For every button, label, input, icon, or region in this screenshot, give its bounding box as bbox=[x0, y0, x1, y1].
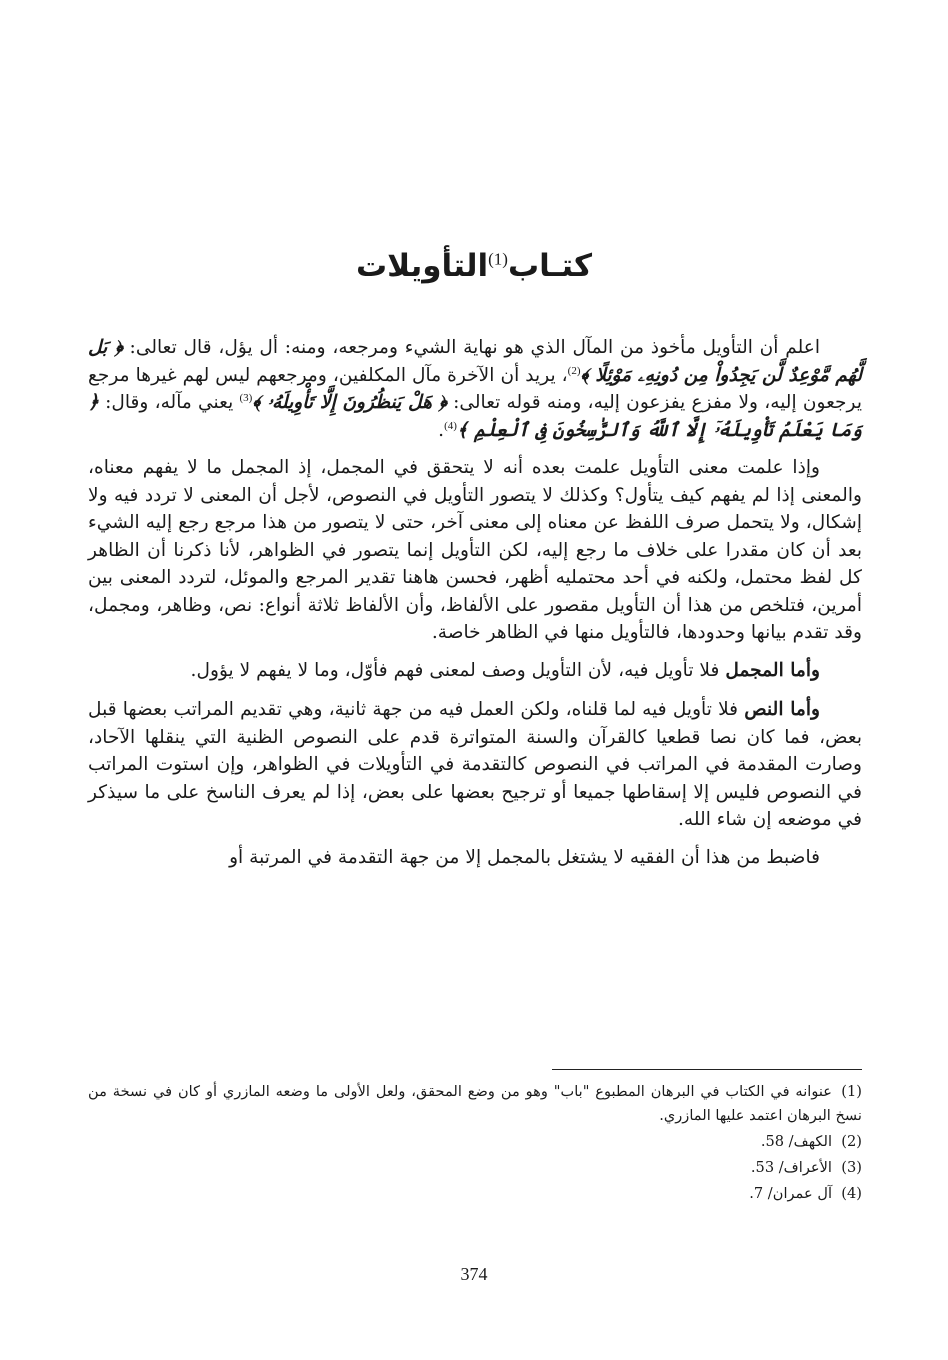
paragraph-1-text-a: اعلم أن التأويل مأخوذ من المآل الذي هو نهاية الشيء ومرجعه، ومنه: أل يؤل، قال تعالى: bbox=[122, 337, 820, 358]
footnote-separator bbox=[552, 1069, 862, 1070]
footnotes bbox=[88, 1080, 862, 1208]
footnote-text: الأعراف/ 53. bbox=[750, 1159, 832, 1176]
footnote-number: (1) bbox=[841, 1083, 862, 1100]
quran-verse-2: ﴿ هَلْ يَنظُرُونَ إِلَّا تَأْوِيلَهُۥ ﴾ bbox=[252, 392, 447, 413]
chapter-title-word: كتـاب bbox=[507, 248, 593, 284]
page-number: 374 bbox=[460, 1264, 488, 1284]
paragraph-4-lead: وأما النص bbox=[744, 699, 821, 720]
footnote-text: عنوانه في الكتاب في البرهان المطبوع "باب" وهو من وضع المحقق، ولعل الأولى ما وضعه المازري أو كان في نسخة من نسخ البرهان اعتمد عليها المازري. bbox=[88, 1083, 862, 1124]
chapter-title bbox=[0, 248, 948, 284]
main-text bbox=[88, 334, 862, 881]
paragraph-1 bbox=[88, 334, 862, 444]
paragraph-5: فاضبط من هذا أن الفقيه لا يشتغل بالمجمل إلا من جهة التقدمة في المرتبة أو bbox=[229, 846, 820, 868]
paragraph-1-text-c: يعني مآله، وقال: bbox=[98, 392, 240, 413]
quran-verse-1: ﴿ بَل لَّهُم مَّوْعِدٌ لَّن يَجِدُواْ مِن دُونِهِۦ مَوْئِلًا ﴾ bbox=[88, 337, 863, 386]
footnote-text: الكهف/ 58. bbox=[760, 1133, 832, 1150]
chapter-title-footnote-marker[interactable]: (1) bbox=[488, 249, 508, 269]
footnote-text: آل عمران/ 7. bbox=[749, 1185, 832, 1202]
quran-verse-3: ﴿ وَمَا يَعْلَمُ تَأْوِيلَهُۥٓ إِلَّا ٱللَّهُ وَٱلرَّٰسِخُونَ فِى ٱلْعِلْمِ ﴾ bbox=[88, 392, 862, 441]
paragraph-3-lead: وأما المجمل bbox=[725, 659, 820, 681]
footnote-4 bbox=[88, 1182, 862, 1206]
paragraph-4-text: فلا تأويل فيه لما قلناه، ولكن العمل فيه من جهة ثانية، وهي تقديم المراتب بعضها قبل بعض، فما كان نصا قطعيا كالقرآن والسنة المتواترة قدم على النصوص الظنية التي ينقلها الآحاد، وصارت المقدمة في المراتب في النصوص كالتقدمة في التأويلات في الظواهر، وإن استوت المراتب في النصوص فليس إلا إسقاطها جميعا أو ترجيح بعضها على بعض، إذا لم يعرف الناسخ على ما سيذكر في موضعه إن شاء الله. bbox=[88, 699, 862, 830]
footnote-marker-4[interactable]: (4) bbox=[444, 419, 457, 432]
paragraph-3-text: فلا تأويل فيه، لأن التأويل وصف لمعنى فهم فأوّل، وما لا يفهم لا يؤول. bbox=[190, 659, 726, 681]
paragraph-1-text-b: ، يريد أن الآخرة مآل المكلفين، ومرجعهم ليس لهم غيرها مرجع يرجعون إليه، ولا مفزع يفزعون إليه، ومنه قوله تعالى: bbox=[88, 364, 862, 413]
footnote-number: (4) bbox=[841, 1185, 862, 1202]
footnote-number: (3) bbox=[841, 1159, 862, 1176]
paragraph-3 bbox=[88, 657, 862, 685]
chapter-title-name: التأويلات bbox=[355, 248, 489, 284]
paragraph-2: وإذا علمت معنى التأويل علمت بعده أنه لا يتحقق في المجمل، إذ المجمل ما لا يفهم معناه، والمعنى إذا لم يفهم كيف يتأول؟ وكذلك لا يتصور التأويل في النصوص، لأجل أن المعنى لا تردد فيه ولا إشكال، ولا يتحمل صرف اللفظ عن معناه إلى معنى آخر، حتى لا يتصور من هذا مرجع رجع إليه الشيء بعد أن كان مقدرا على خلاف ما رجع إليه، لكن التأويل إنما يتصور في الظواهر، لأنا ذكرنا أن الظاهر كل لفظ محتمل، ولكنه في أحد محتمليه أظهر، فحسن هاهنا تقدير المرجع والموئل، لتردد المعنى بين أمرين، فتلخص من هذا أن التأويل مقصور على الألفاظ، وأن الألفاظ ثلاثة أنواع: نص، وظاهر، ومجمل، وقد تقدم بيانها وحدودها، فالتأويل منها في الظاهر خاصة. bbox=[88, 457, 862, 643]
footnote-number: (2) bbox=[841, 1133, 862, 1150]
footnote-3 bbox=[88, 1156, 862, 1180]
paragraph-1-text-d: . bbox=[438, 419, 445, 441]
footnote-2 bbox=[88, 1130, 862, 1154]
footnote-1 bbox=[88, 1080, 862, 1128]
paragraph-4 bbox=[88, 696, 862, 834]
footnote-marker-3[interactable]: (3) bbox=[239, 391, 253, 404]
footnote-marker-2[interactable]: (2) bbox=[567, 364, 581, 377]
